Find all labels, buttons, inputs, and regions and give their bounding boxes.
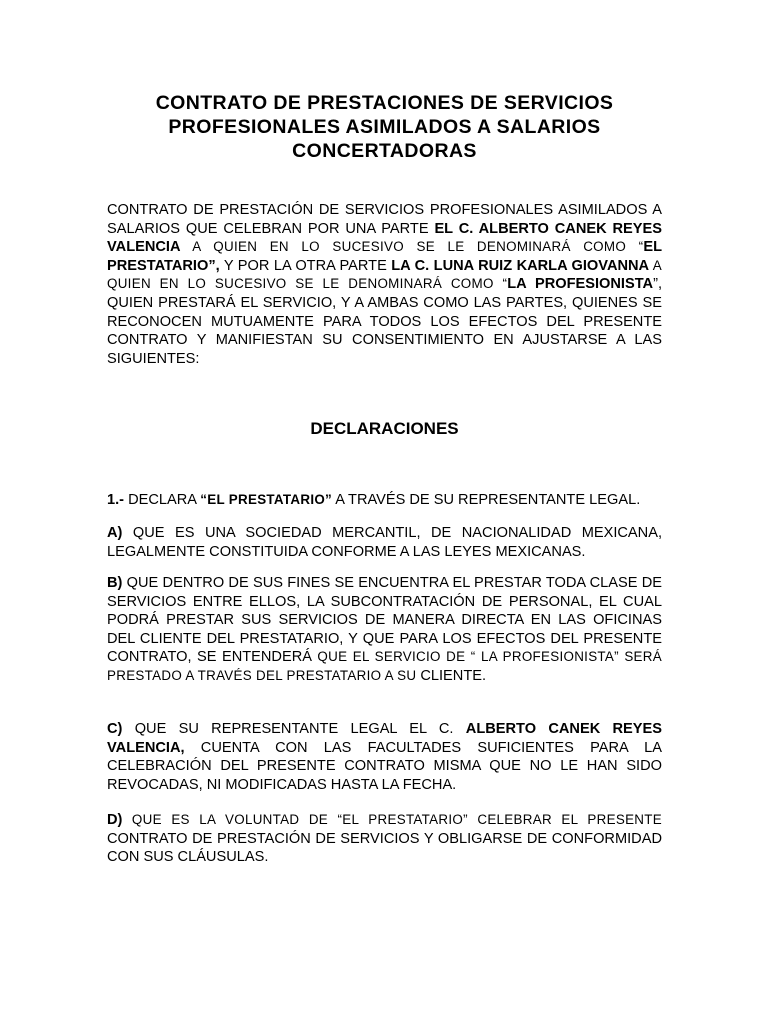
declaration-c-label: C) xyxy=(107,721,123,737)
declaration-c xyxy=(107,720,662,794)
declaration-b-text-1: QUE DENTRO DE SUS FINES SE ENCUENTRA EL PRESTAR TODA CLASE DE SERVICIOS ENTRE ELLOS, LA SUBCONTRATACIÓN DE PERSONAL, EL CUAL PODRÁ PRESTAR SUS SERVICIOS DE MANERA DIRECTA EN LAS OFICINAS DEL CLIENTE DEL PRESTATARIO, Y QUE PARA LOS EFECTOS DEL PRESENTE CONTRATO, SE ENTENDERÁ xyxy=(107,575,662,666)
party-profesionista-name: LA C. LUNA RUIZ KARLA GIOVANNA xyxy=(391,257,650,274)
intro-text-2: A QUIEN EN LO SUCESIVO SE LE DENOMINARÁ COMO “ xyxy=(180,239,644,255)
declaration-1-party: “EL PRESTATARIO” xyxy=(200,492,333,507)
declaration-d-text-2: CONTRATO DE PRESTACIÓN DE SERVICIOS Y OBLIGARSE DE CONFORMIDAD CON SUS CLÁUSULAS. xyxy=(107,830,662,866)
title-line-2: PROFESIONALES ASIMILADOS A SALARIOS xyxy=(168,116,601,138)
declaration-1-text-1: DECLARA xyxy=(124,492,201,508)
intro-text-3: Y POR LA OTRA PARTE xyxy=(219,257,392,274)
declaration-d-text-1: QUE ES LA VOLUNTAD DE “EL PRESTATARIO” CELEBRAR EL PRESENTE xyxy=(122,812,662,827)
prestatario-term: EL PRESTATARIO”, xyxy=(107,239,662,274)
intro-text-1: CONTRATO DE PRESTACIÓN DE SERVICIOS PROFESIONALES ASIMILADOS A SALARIOS QUE CELEBRAN POR UNA PARTE xyxy=(107,202,662,237)
declaraciones-heading: DECLARACIONES xyxy=(310,419,459,438)
declaration-a-label: A) xyxy=(107,525,123,541)
declaration-1-text-2: A TRAVÉS DE SU REPRESENTANTE LEGAL. xyxy=(332,492,641,508)
declaration-c-representative: ALBERTO CANEK REYES VALENCIA, xyxy=(107,721,662,756)
declaration-a-text: QUE ES UNA SOCIEDAD MERCANTIL, DE NACIONALIDAD MEXICANA, LEGALMENTE CONSTITUIDA CONFORME A LAS LEYES MEXICANAS. xyxy=(107,525,662,560)
title-line-1: CONTRATO DE PRESTACIONES DE SERVICIOS xyxy=(155,92,614,114)
declaration-b-text-2: QUE EL SERVICIO DE “ LA PROFESIONISTA” SERÁ PRESTADO A TRAVÉS DEL PRESTATARIO A SU xyxy=(107,649,662,683)
profesionista-term: LA PROFESIONISTA xyxy=(507,276,654,293)
intro-paragraph xyxy=(107,201,662,368)
title-line-3: CONCERTADORAS xyxy=(292,140,477,162)
declaration-b-text-3: CLIENTE. xyxy=(416,667,487,684)
declaration-d xyxy=(107,811,662,867)
declaration-a xyxy=(107,524,662,561)
declaration-c-text-2: CUENTA CON LAS FACULTADES SUFICIENTES PARA LA CELEBRACIÓN DEL PRESENTE CONTRATO MISMA QUE NO LE HAN SIDO REVOCADAS, NI MODIFICADAS HASTA LA FECHA. xyxy=(107,739,662,793)
document-title xyxy=(107,91,662,163)
intro-text-5: ”, QUIEN PRESTARÁ EL SERVICIO, Y A AMBAS COMO LAS PARTES, QUIENES SE RECONOCEN MUTUAMENTE PARA TODOS LOS EFECTOS DEL PRESENTE CONTRATO Y MANIFIESTAN SU CONSENTIMIENTO EN AJUSTARSE A LAS SIGUIENTES: xyxy=(107,276,662,367)
declaration-c-text-1: QUE SU REPRESENTANTE LEGAL EL C. xyxy=(122,721,466,737)
declaration-1 xyxy=(107,491,662,510)
declaration-b xyxy=(107,574,662,686)
declaration-d-label: D) xyxy=(107,812,123,828)
party-prestatario-name: EL C. ALBERTO CANEK REYES VALENCIA xyxy=(107,220,662,256)
intro-text-4: A QUIEN EN LO SUCESIVO SE LE DENOMINARÁ COMO “ xyxy=(107,257,663,292)
declaration-b-label: B) xyxy=(107,575,123,591)
declaration-1-number: 1.- xyxy=(107,492,125,508)
